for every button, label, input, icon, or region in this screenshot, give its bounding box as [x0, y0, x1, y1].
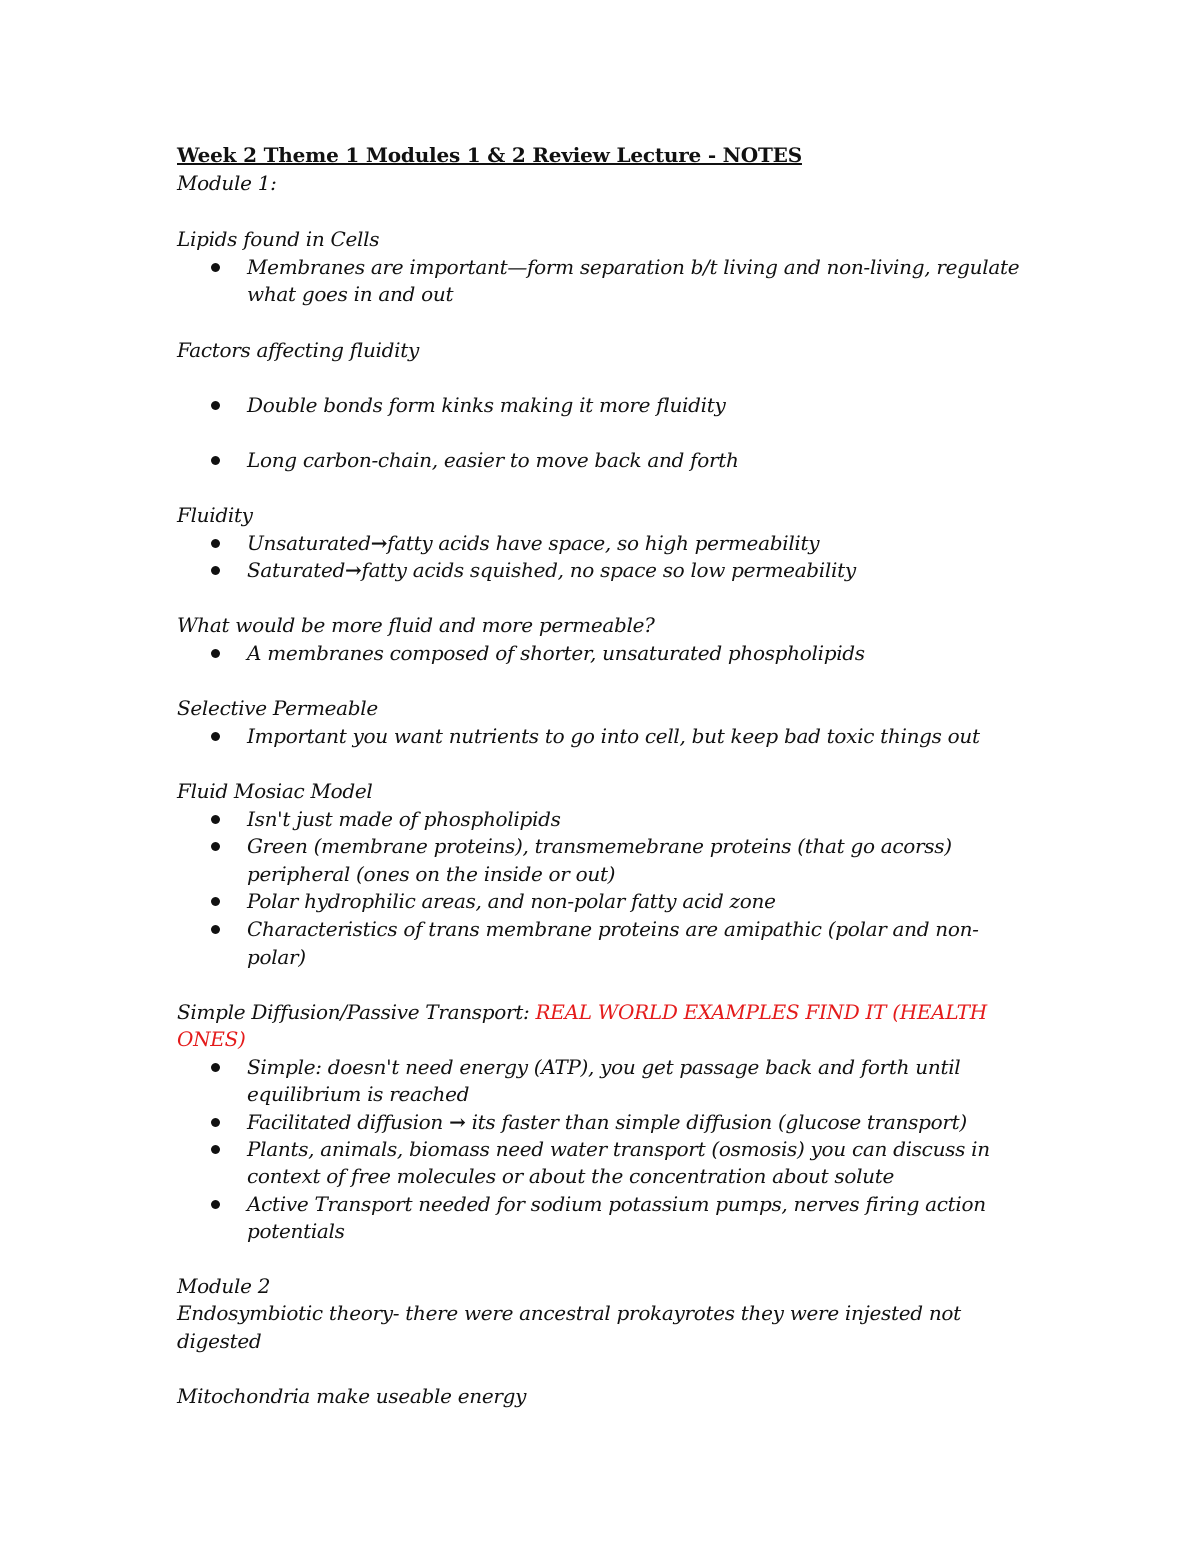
bullet-text	[247, 1108, 967, 1136]
bullet-icon	[211, 649, 220, 658]
bullet-icon	[211, 897, 220, 906]
heading-text: Simple Diffusion/Passive Transport:	[177, 1000, 536, 1024]
module-2-heading: Module 2	[177, 1274, 271, 1298]
bullet-icon	[211, 401, 220, 410]
bullet-text	[247, 556, 856, 584]
bullet-text-continuation: polar)	[247, 945, 306, 969]
bullet-text	[247, 529, 819, 557]
module-1-heading: Module 1:	[177, 171, 277, 195]
document-title: Week 2 Theme 1 Modules 1 & 2 Review Lecture - NOTES	[177, 143, 802, 167]
bullet-icon	[211, 1200, 220, 1209]
bullet-text-continuation: context of free molecules or about the concentration about solute	[247, 1164, 895, 1188]
arrow-right-icon: →	[449, 1110, 466, 1134]
bullet-icon	[211, 263, 220, 272]
bullet-text: Simple: doesn't need energy (ATP), you get passage back and forth until	[247, 1055, 961, 1079]
highlight-note: REAL WORLD EXAMPLES FIND IT (HEALTH	[535, 1000, 987, 1024]
section-heading-lipids: Lipids found in Cells	[177, 227, 380, 251]
bullet-text-part: its faster than simple diffusion (glucose transport)	[465, 1110, 967, 1134]
paragraph-endosymbiotic: Endosymbiotic theory- there were ancestral prokayrotes they were injested not	[177, 1301, 961, 1325]
bullet-text: Active Transport needed for sodium potassium pumps, nerves firing action	[247, 1192, 986, 1216]
paragraph-endosymbiotic-continuation: digested	[177, 1329, 262, 1353]
bullet-text: Plants, animals, biomass need water transport (osmosis) you can discuss in	[247, 1137, 990, 1161]
bullet-icon	[211, 566, 220, 575]
bullet-text-continuation: peripheral (ones on the inside or out)	[247, 862, 616, 886]
paragraph-mitochondria: Mitochondria make useable energy	[177, 1384, 527, 1408]
bullet-icon	[211, 815, 220, 824]
bullet-text: Double bonds form kinks making it more fluidity	[247, 393, 726, 417]
bullet-text-continuation: potentials	[247, 1219, 345, 1243]
bullet-icon	[211, 539, 220, 548]
highlight-note-continuation: ONES)	[177, 1027, 246, 1051]
bullet-text-part: fatty acids squished, no space so low permeability	[361, 558, 856, 582]
bullet-text-part: fatty acids have space, so high permeability	[387, 531, 820, 555]
bullet-text: Important you want nutrients to go into cell, but keep bad toxic things out	[247, 724, 980, 748]
bullet-icon	[211, 732, 220, 741]
bullet-icon	[211, 1063, 220, 1072]
bullet-icon	[211, 456, 220, 465]
bullet-text-part: Facilitated diffusion	[247, 1110, 450, 1134]
section-heading-fluidity: Fluidity	[177, 503, 253, 527]
bullet-text: Polar hydrophilic areas, and non-polar fatty acid zone	[247, 889, 776, 913]
bullet-icon	[211, 1118, 220, 1127]
bullet-text: A membranes composed of shorter, unsaturated phospholipids	[247, 641, 865, 665]
section-heading-factors: Factors affecting fluidity	[177, 338, 419, 362]
section-heading-diffusion	[177, 998, 987, 1026]
arrow-right-icon: →	[345, 558, 362, 582]
bullet-text-part: Unsaturated	[247, 531, 371, 555]
bullet-icon	[211, 1145, 220, 1154]
section-heading-question: What would be more fluid and more permeable?	[177, 613, 655, 637]
bullet-icon	[211, 925, 220, 934]
bullet-text: Membranes are important—form separation b/t living and non-living, regulate	[247, 255, 1020, 279]
bullet-text: Characteristics of trans membrane proteins are amipathic (polar and non-	[247, 917, 979, 941]
bullet-text: Isn't just made of phospholipids	[247, 807, 561, 831]
bullet-text: Long carbon-chain, easier to move back and forth	[247, 448, 739, 472]
section-heading-mosaic: Fluid Mosiac Model	[177, 779, 373, 803]
bullet-text-continuation: equilibrium is reached	[247, 1082, 470, 1106]
bullet-text-continuation: what goes in and out	[247, 282, 454, 306]
bullet-text: Green (membrane proteins), transmemebrane proteins (that go acorss)	[247, 834, 952, 858]
section-heading-selective: Selective Permeable	[177, 696, 378, 720]
arrow-right-icon: →	[370, 531, 388, 555]
bullet-text-part: Saturated	[247, 558, 346, 582]
bullet-icon	[211, 842, 220, 851]
